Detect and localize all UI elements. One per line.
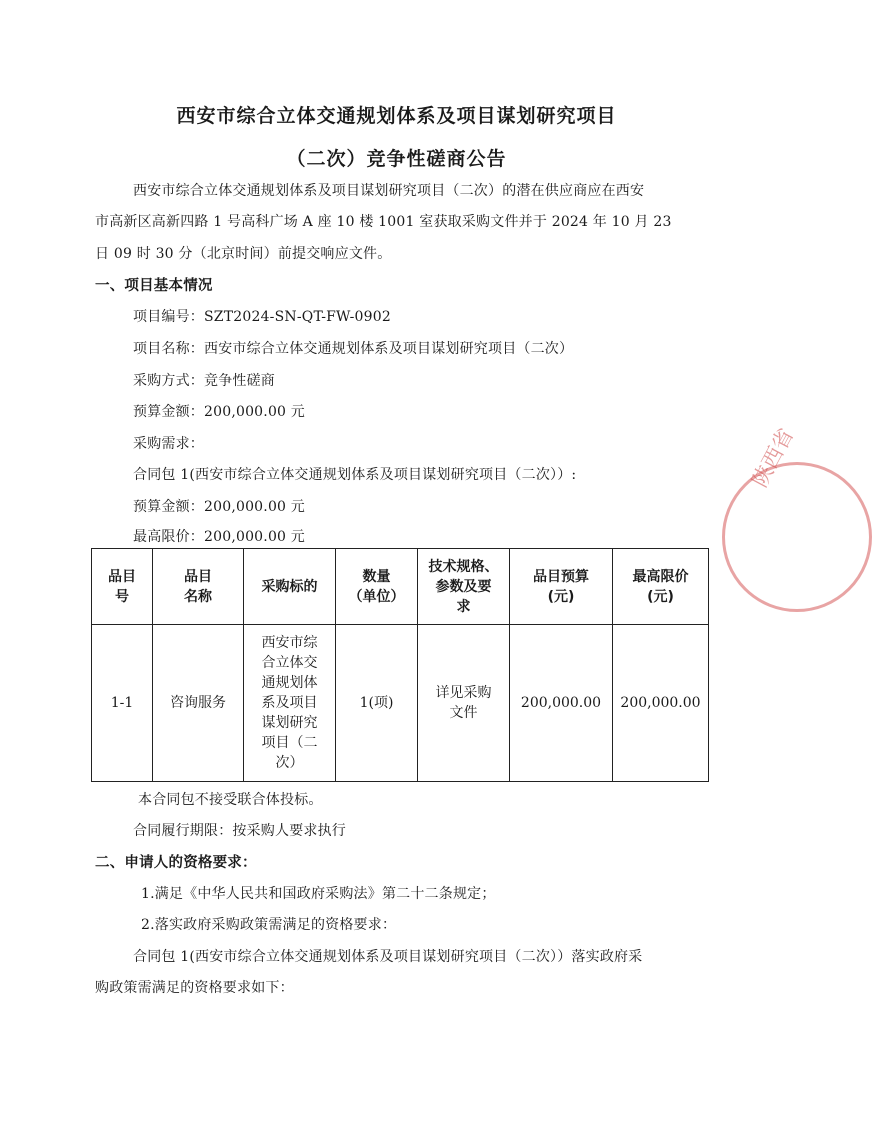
cell-quantity: 1(项) [336, 625, 418, 782]
note-contract-period: 合同履行期限：按采购人要求执行 [133, 823, 346, 839]
cell-max-price: 200,000.00 [613, 625, 709, 782]
info-requirements-label: 采购需求： [133, 436, 204, 452]
note-no-consortium: 本合同包不接受联合体投标。 [138, 792, 323, 808]
table-header-row [92, 549, 709, 625]
cell-item-name: 咨询服务 [153, 625, 244, 782]
cell-tech-specs: 详见采购 文件 [418, 625, 510, 782]
header-item-number: 品目 号 [92, 549, 153, 625]
info-package-budget: 预算金额：200,000.00 元 [133, 499, 306, 515]
intro-line-1: 西安市综合立体交通规划体系及项目谋划研究项目（二次）的潜在供应商应在西安 [133, 183, 645, 199]
official-seal-text: 陕西省 [747, 424, 799, 492]
cell-item-budget: 200,000.00 [510, 625, 613, 782]
document-title-line1: 西安市综合立体交通规划体系及项目谋划研究项目 [176, 105, 617, 127]
closing-line-2: 购政策需满足的资格要求如下： [95, 980, 294, 996]
document-title-line2: （二次）竞争性磋商公告 [286, 148, 507, 170]
header-max-price: 最高限价 (元) [613, 549, 709, 625]
info-contract-package: 合同包 1(西安市综合立体交通规划体系及项目谋划研究项目（二次））: [133, 467, 577, 483]
cell-item-number: 1-1 [92, 625, 153, 782]
cell-procurement-subject: 西安市综 合立体交 通规划体 系及项目 谋划研究 项目（二 次） [244, 625, 336, 782]
intro-line-2: 市高新区高新四路 1 号高科广场 A 座 10 楼 1001 室获取采购文件并于 2024 年 10 月 23 [95, 214, 672, 230]
header-item-budget: 品目预算 (元) [510, 549, 613, 625]
requirement-1: 1.满足《中华人民共和国政府采购法》第二十二条规定； [141, 886, 496, 902]
header-item-name: 品目 名称 [153, 549, 244, 625]
info-budget: 预算金额：200,000.00 元 [133, 404, 306, 420]
official-seal [722, 462, 872, 612]
header-tech-specs: 技术规格、 参数及要 求 [418, 549, 510, 625]
closing-line-1: 合同包 1(西安市综合立体交通规划体系及项目谋划研究项目（二次））落实政府采 [133, 949, 643, 965]
header-procurement-subject: 采购标的 [244, 549, 336, 625]
section-heading-basic-info: 一、项目基本情况 [95, 278, 213, 294]
procurement-table [91, 548, 709, 782]
info-project-number: 项目编号：SZT2024-SN-QT-FW-0902 [133, 309, 391, 325]
header-quantity: 数量 （单位） [336, 549, 418, 625]
intro-line-3: 日 09 时 30 分（北京时间）前提交响应文件。 [95, 246, 392, 262]
info-project-name: 项目名称：西安市综合立体交通规划体系及项目谋划研究项目（二次） [133, 341, 574, 357]
table-row [92, 625, 709, 782]
section-heading-qualifications: 二、申请人的资格要求： [95, 855, 257, 871]
requirement-2: 2.落实政府采购政策需满足的资格要求： [141, 917, 397, 933]
info-price-ceiling: 最高限价：200,000.00 元 [133, 529, 306, 545]
info-procurement-method: 采购方式：竞争性磋商 [133, 373, 275, 389]
